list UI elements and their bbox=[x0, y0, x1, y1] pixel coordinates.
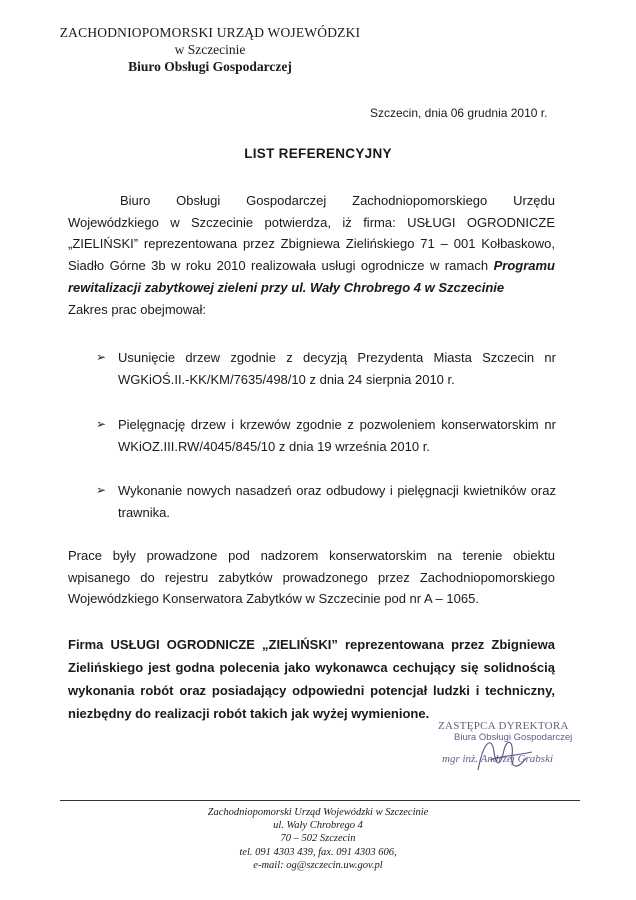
program-name: Programu rewitalizacji zabytkowej zieleni przy ul. Wały Chrobrego 4 w Szczecinie bbox=[68, 258, 555, 295]
footer-postcode: 70 – 502 Szczecin bbox=[280, 833, 356, 845]
footer-address bbox=[168, 806, 468, 872]
letter-title: LIST REFERENCYJNY bbox=[244, 146, 392, 161]
arrow-bullet-icon: ➢ bbox=[96, 350, 107, 364]
footer-street: ul. Wały Chrobrego 4 bbox=[273, 820, 363, 832]
stamp-department: Biura Obsługi Gospodarczej bbox=[454, 732, 573, 743]
footer-phone: tel. 091 4303 439, fax. 091 4303 606, bbox=[239, 846, 397, 858]
stamp-title: ZASTĘPCA DYREKTORA bbox=[438, 720, 569, 732]
list-item bbox=[96, 347, 556, 390]
intro-paragraph bbox=[68, 190, 555, 320]
stamp-name: mgr inż. Andrzej Grabski bbox=[442, 753, 554, 765]
arrow-bullet-icon: ➢ bbox=[96, 417, 107, 431]
letterhead-office-name: ZACHODNIOPOMORSKI URZĄD WOJEWÓDZKI bbox=[59, 25, 361, 40]
list-item-text: Usunięcie drzew zgodnie z decyzją Prezydenta Miasta Szczecin nr WGKiOŚ.II.-KK/KM/7635/498/10 z dnia 24 sierpnia 2010 r. bbox=[118, 350, 556, 387]
letterhead bbox=[0, 24, 420, 75]
letter-date: Szczecin, dnia 06 grudnia 2010 r. bbox=[370, 106, 548, 120]
footer-email: e-mail: og@szczecin.uw.gov.pl bbox=[253, 859, 383, 871]
list-item-text: Wykonanie nowych nasadzeń oraz odbudowy i pielęgnacji kwietników oraz trawnika. bbox=[118, 483, 556, 520]
recommendation-paragraph: Firma USŁUGI OGRODNICZE „ZIELIŃSKI” reprezentowana przez Zbigniewa Zielińskiego jest godna polecenia jako wykonawca cechujący się solidnością wykonania robót oraz posiadający odpowiedni potencjał ludzki i techniczny, niezbędny do realizacji robót takich jak wyżej wymienione. bbox=[68, 637, 555, 721]
list-item bbox=[96, 414, 556, 457]
scope-label: Zakres prac obejmował: bbox=[68, 301, 206, 317]
list-item-text: Pielęgnację drzew i krzewów zgodnie z pozwoleniem konserwatorskim nr WKiOZ.III.RW/4045/845/10 z dnia 19 września 2010 r. bbox=[118, 417, 556, 454]
list-item bbox=[96, 480, 556, 523]
supervision-paragraph: Prace były prowadzone pod nadzorem konserwatorskim na terenie obiektu wpisanego do rejestru zabytków prowadzonego przez Zachodniopomorskiego Wojewódzkiego Konserwatora Zabytków w Szczecinie pod nr A – 1065. bbox=[68, 548, 555, 607]
intro-text: Biuro Obsługi Gospodarczej Zachodniopomorskiego Urzędu Wojewódzkiego w Szczecinie potwierdza, iż firma: USŁUGI OGRODNICZE „ZIELIŃSKI” reprezentowana przez Zbigniewa Zielińskiego 71 – 001 Kołbaskowo, Siadło Górne 3b w roku 2010 realizowała usługi ogrodnicze w ramach bbox=[68, 193, 555, 274]
letterhead-department: Biuro Obsługi Gospodarczej bbox=[128, 59, 292, 74]
footer-divider bbox=[60, 800, 580, 801]
handwritten-signature bbox=[470, 730, 540, 780]
letterhead-city: w Szczecinie bbox=[174, 42, 246, 57]
footer-office: Zachodniopomorski Urząd Wojewódzki w Szczecinie bbox=[207, 807, 429, 818]
arrow-bullet-icon: ➢ bbox=[96, 483, 107, 497]
